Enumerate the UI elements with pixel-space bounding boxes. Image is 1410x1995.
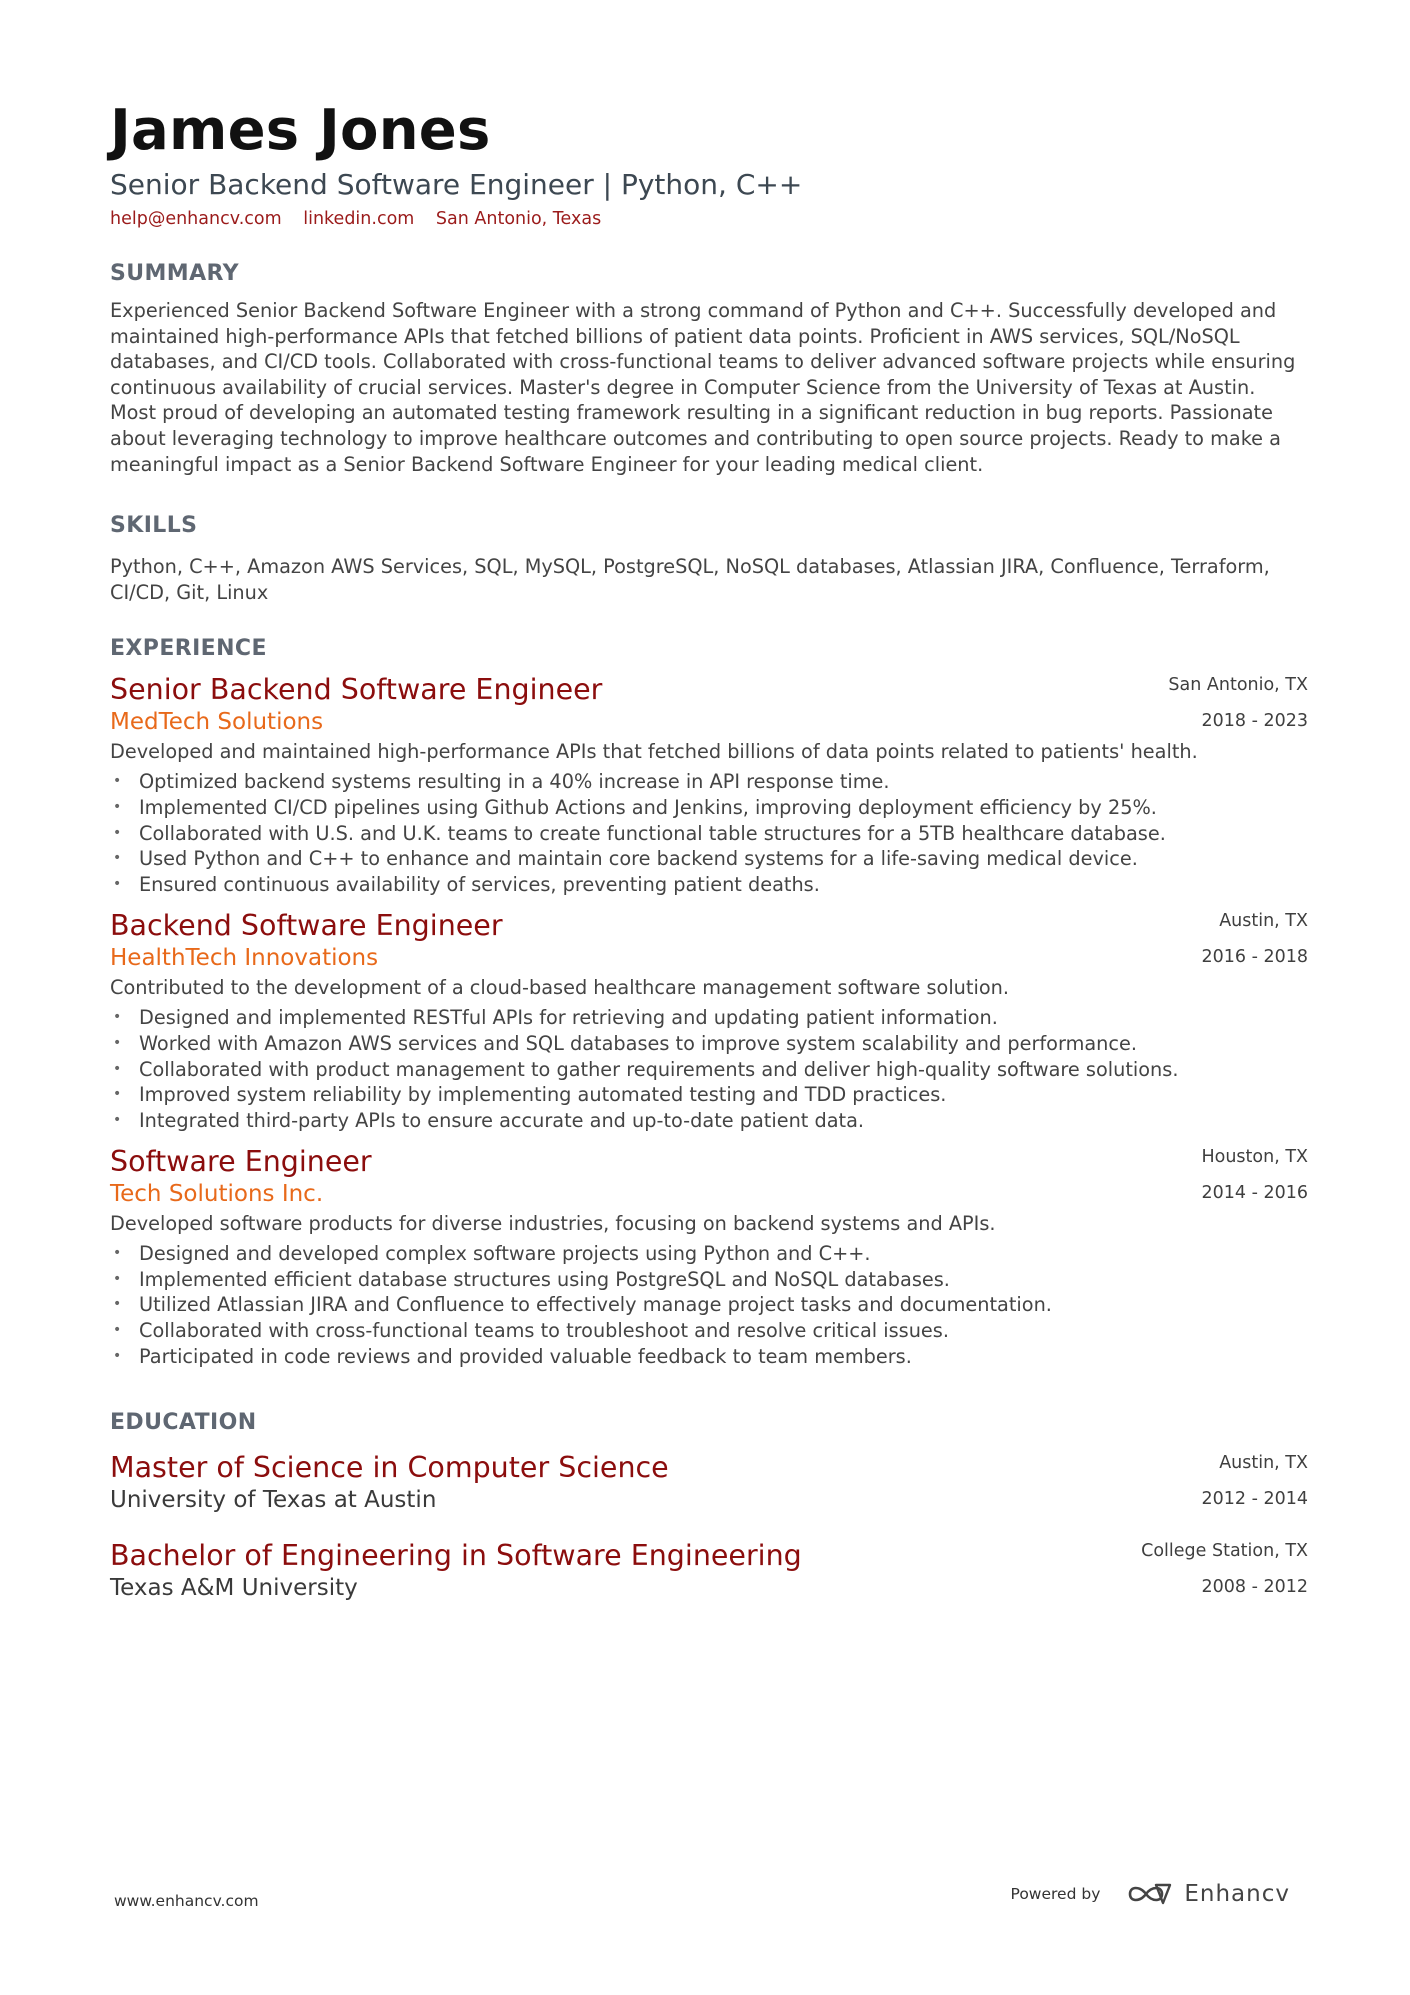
list-item: • Optimized backend systems resulting in a 40% increase in API response time. xyxy=(113,770,890,794)
powered-by-text: Powered by xyxy=(1010,1885,1101,1903)
company-name: Tech Solutions Inc. xyxy=(110,1181,324,1208)
list-item: • Collaborated with cross-functional teams to troubleshoot and resolve critical issues. xyxy=(113,1319,949,1343)
list-item: • Utilized Atlassian JIRA and Confluence to effectively manage project tasks and documentation. xyxy=(113,1293,1052,1317)
school-location: Austin, TX xyxy=(1219,1453,1308,1474)
company-name: HealthTech Innovations xyxy=(110,945,379,972)
list-item: • Participated in code reviews and provided valuable feedback to team members. xyxy=(113,1344,912,1368)
list-item: • Improved system reliability by implementing automated testing and TDD practices. xyxy=(113,1083,947,1107)
location-text: San Antonio, Texas xyxy=(435,209,602,229)
experience-entry xyxy=(110,673,1308,897)
job-location: Houston, TX xyxy=(1201,1147,1308,1168)
job-title: Backend Software Engineer xyxy=(110,909,503,943)
bullet-icon: • xyxy=(113,1245,122,1262)
job-description: Developed and maintained high-performance APIs that fetched billions of data points related to patients' health. xyxy=(110,740,1198,764)
candidate-headline: Senior Backend Software Engineer | Python, C++ xyxy=(110,168,803,201)
skills-text: Python, C++, Amazon AWS Services, SQL, MySQL, PostgreSQL, NoSQL databases, Atlassian JIRA, Confluence, Terraform, CI/CD, Git, Linux xyxy=(110,555,1270,604)
bullet-icon: • xyxy=(113,1270,122,1287)
list-item: • Integrated third-party APIs to ensure accurate and up-to-date patient data. xyxy=(113,1108,865,1132)
job-bullets xyxy=(110,769,1308,897)
bullet-icon: • xyxy=(113,798,122,815)
footer-website[interactable]: www.enhancv.com xyxy=(114,1892,259,1910)
candidate-name: James Jones xyxy=(110,98,491,163)
bullet-icon: • xyxy=(113,1296,122,1313)
bullet-icon: • xyxy=(113,1086,122,1103)
list-item: • Collaborated with product management to gather requirements and deliver high-quality software solutions. xyxy=(113,1057,1179,1081)
company-name: MedTech Solutions xyxy=(110,709,324,736)
job-location: San Antonio, TX xyxy=(1168,675,1308,696)
enhancv-logo-icon xyxy=(1126,1880,1174,1908)
bullet-icon: • xyxy=(113,1034,122,1051)
skills-heading: SKILLS xyxy=(110,513,198,539)
brand-name: Enhancv xyxy=(1184,1881,1290,1907)
email-link[interactable]: help@enhancv.com xyxy=(110,209,282,229)
education-heading: EDUCATION xyxy=(110,1410,257,1436)
job-description: Developed software products for diverse industries, focusing on backend systems and APIs. xyxy=(110,1212,996,1236)
list-item: • Designed and developed complex software projects using Python and C++. xyxy=(113,1242,871,1266)
summary-text: Experienced Senior Backend Software Engineer with a strong command of Python and C++. Successfully developed and maintained high-performance APIs that fetched billions of patient data points. Proficient in AWS services, SQL/NoSQL databases, and CI/CD tools. Collaborated with cross-functional teams to deliver advanced software projects while ensuring continuous availability of crucial services. Master's degree in Computer Science from the University of Texas at Austin. Most proud of developing an automated testing framework resulting in a significant reduction in bug reports. Passionate about leveraging technology to improve healthcare outcomes and contributing to open source projects. Ready to make a meaningful impact as a Senior Backend Software Engineer for your leading medical client. xyxy=(110,299,1296,476)
school-name: University of Texas at Austin xyxy=(110,1487,437,1514)
bullet-icon: • xyxy=(113,1060,122,1077)
bullet-icon: • xyxy=(113,1347,122,1364)
experience-heading: EXPERIENCE xyxy=(110,636,267,662)
job-dates: 2018 - 2023 xyxy=(1201,711,1308,732)
school-location: College Station, TX xyxy=(1141,1541,1308,1562)
job-bullets xyxy=(110,1241,1308,1369)
experience-entry xyxy=(110,1145,1308,1369)
footer-branding xyxy=(1011,1880,1290,1908)
bullet-icon: • xyxy=(113,1322,122,1339)
experience-entry xyxy=(110,909,1308,1133)
list-item: • Implemented CI/CD pipelines using Github Actions and Jenkins, improving deployment efficiency by 25%. xyxy=(113,795,1157,819)
contact-line xyxy=(110,206,1308,232)
school-name: Texas A&M University xyxy=(110,1575,358,1602)
summary-heading: SUMMARY xyxy=(110,261,239,286)
list-item: • Implemented efficient database structures using PostgreSQL and NoSQL databases. xyxy=(113,1267,950,1291)
linkedin-link[interactable]: linkedin.com xyxy=(303,209,415,229)
list-item: • Ensured continuous availability of services, preventing patient deaths. xyxy=(113,872,820,896)
job-title: Software Engineer xyxy=(110,1145,372,1179)
bullet-icon: • xyxy=(113,850,122,867)
bullet-icon: • xyxy=(113,773,122,790)
list-item: • Designed and implemented RESTful APIs for retrieving and updating patient information. xyxy=(113,1006,998,1030)
job-title: Senior Backend Software Engineer xyxy=(110,673,603,707)
job-location: Austin, TX xyxy=(1219,911,1308,932)
bullet-icon: • xyxy=(113,1009,122,1026)
job-dates: 2014 - 2016 xyxy=(1201,1183,1308,1204)
school-dates: 2012 - 2014 xyxy=(1201,1489,1308,1510)
degree-title: Bachelor of Engineering in Software Engineering xyxy=(110,1539,802,1573)
bullet-icon: • xyxy=(113,824,122,841)
job-dates: 2016 - 2018 xyxy=(1201,947,1308,968)
resume-page xyxy=(110,98,1308,1603)
school-dates: 2008 - 2012 xyxy=(1201,1577,1308,1598)
list-item: • Worked with Amazon AWS services and SQL databases to improve system scalability and performance. xyxy=(113,1031,1137,1055)
bullet-icon: • xyxy=(113,1111,122,1128)
job-bullets xyxy=(110,1005,1308,1133)
degree-title: Master of Science in Computer Science xyxy=(110,1451,669,1485)
education-entry xyxy=(110,1451,1308,1515)
bullet-icon: • xyxy=(113,875,122,892)
list-item: • Collaborated with U.S. and U.K. teams to create functional table structures for a 5TB healthcare database. xyxy=(113,821,1166,845)
education-entry xyxy=(110,1539,1308,1603)
list-item: • Used Python and C++ to enhance and maintain core backend systems for a life-saving medical device. xyxy=(113,847,1138,871)
job-description: Contributed to the development of a cloud-based healthcare management software solution. xyxy=(110,976,1009,1000)
